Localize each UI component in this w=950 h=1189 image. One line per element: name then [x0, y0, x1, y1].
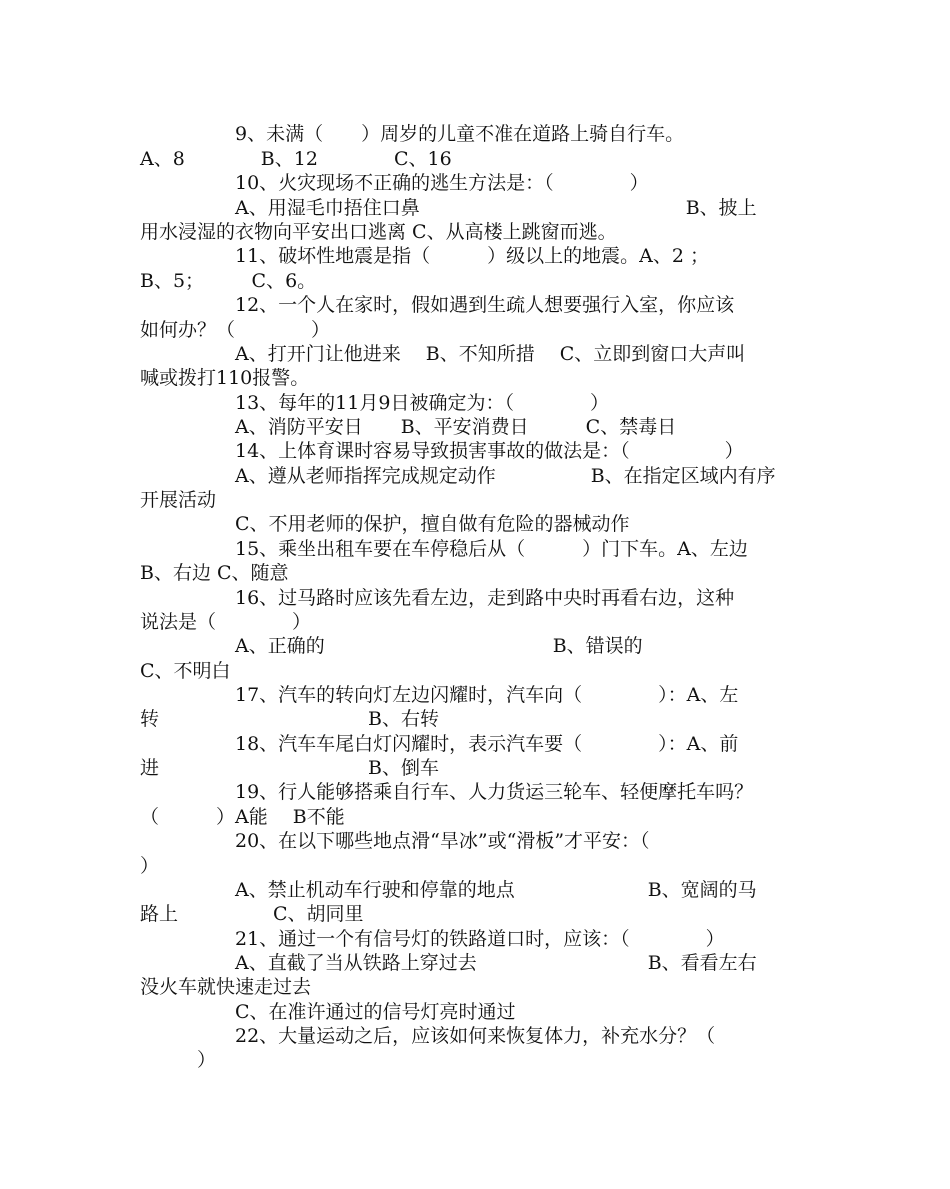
text-line: 路上 C、胡同里 [140, 903, 364, 925]
text-line: 13、每年的11月9日被确定为：（ ） [140, 392, 609, 414]
text-line: A、打开门让他进来 B、不知所措 C、立即到窗口大声叫 [140, 343, 746, 365]
text-line: C、在准许通过的信号灯亮时通过 [140, 1001, 516, 1023]
text-line: 20、在以下哪些地点滑“旱冰”或“滑板”才平安：（ [140, 830, 650, 852]
text-line: 9、未满（ ）周岁的儿童不准在道路上骑自行车。 [140, 123, 685, 145]
text-line: A、禁止机动车行驶和停靠的地点 B、宽阔的马 [140, 879, 757, 901]
text-line: 19、行人能够搭乘自行车、人力货运三轮车、轻便摩托车吗？ [140, 781, 754, 803]
text-line: A、直截了当从铁路上穿过去 B、看看左右 [140, 952, 757, 974]
text-line: A、消防平安日 B、平安消费日 C、禁毒日 [140, 416, 677, 438]
text-line: C、不明白 [140, 660, 231, 682]
text-line: 22、大量运动之后，应该如何来恢复体力，补充水分？（ [140, 1025, 716, 1047]
text-line: ） [140, 1049, 217, 1071]
text-line: B、5； C、6。 [140, 270, 317, 292]
text-line: 进 B、倒车 [140, 757, 439, 779]
text-line: （ ）A能 B不能 [140, 806, 345, 828]
text-line: B、右边 C、随意 [140, 562, 289, 584]
text-line: C、不用老师的保护，擅自做有危险的器械动作 [140, 513, 630, 535]
text-line: 没火车就快速走过去 [140, 976, 312, 998]
text-line: A、遵从老师指挥完成规定动作 B、在指定区域内有序 [140, 465, 776, 487]
text-line: 转 B、右转 [140, 708, 439, 730]
text-line: 说法是（ ） [140, 611, 312, 633]
text-line: 如何办？（ ） [140, 319, 331, 341]
text-line: A、正确的 B、错误的 [140, 635, 643, 657]
text-line: 开展活动 [140, 489, 217, 511]
text-line: 17、汽车的转向灯左边闪耀时，汽车向（ ）：A、左 [140, 684, 739, 706]
text-line: A、用湿毛巾捂住口鼻 B、披上 [140, 197, 757, 219]
text-line: 16、过马路时应该先看左边，走到路中央时再看右边，这种 [140, 587, 735, 609]
text-line: 21、通过一个有信号灯的铁路道口时，应该：（ ） [140, 928, 725, 950]
text-line: 11、破坏性地震是指（ ）级以上的地震。A、2 ； [140, 245, 710, 267]
text-line: ） [140, 855, 160, 877]
text-line: 10、火灾现场不正确的逃生方法是：（ ） [140, 172, 649, 194]
text-line: 15、乘坐出租车要在车停稳后从（ ）门下车。A、左边 [140, 538, 748, 560]
text-line: 喊或拨打110报警。 [140, 367, 310, 389]
text-line: 用水浸湿的衣物向平安出口逃离 C、从高楼上跳窗而逃。 [140, 221, 617, 243]
text-line: 18、汽车车尾白灯闪耀时，表示汽车要（ ）：A、前 [140, 733, 739, 755]
text-line: 14、上体育课时容易导致损害事故的做法是：（ ） [140, 440, 744, 462]
text-line: 12、一个人在家时，假如遇到生疏人想要强行入室，你应该 [140, 294, 735, 316]
text-line: A、8 B、12 C、16 [140, 148, 452, 170]
